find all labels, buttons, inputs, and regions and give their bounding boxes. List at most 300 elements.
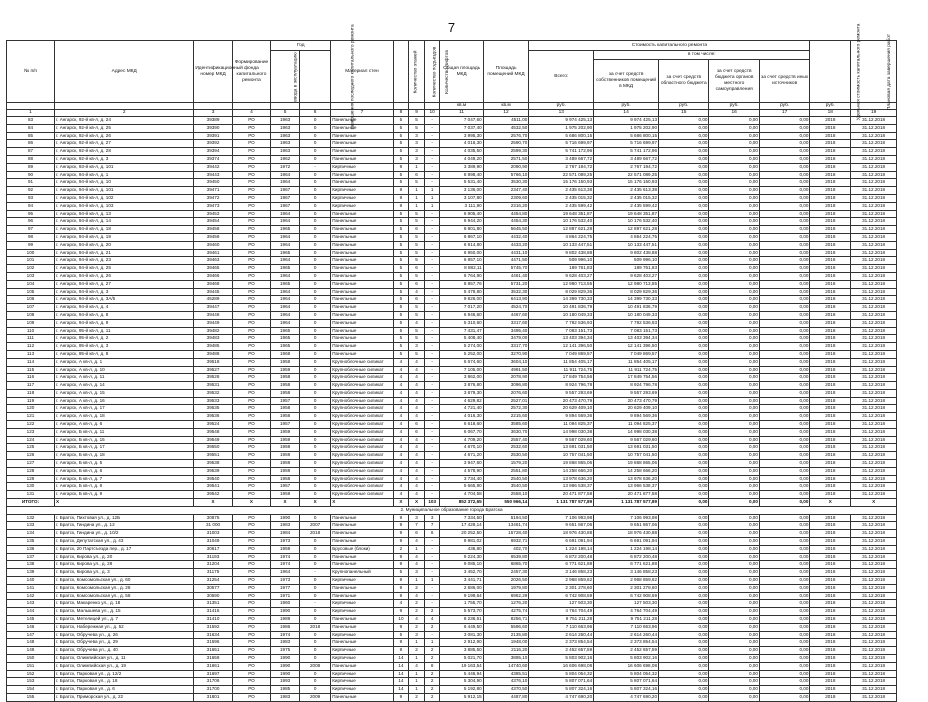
table-cell: 0 <box>299 233 330 241</box>
table-cell: 2 435 613,38 <box>594 187 659 195</box>
table-cell: Крупноблочные силикат <box>331 358 393 366</box>
table-cell: 4 <box>409 319 425 327</box>
table-cell: 0,00 <box>709 117 759 125</box>
table-cell: 1959 <box>271 436 300 444</box>
table-cell: 31.12.2018 <box>851 514 897 522</box>
table-cell: 0,00 <box>759 592 810 600</box>
table-cell: 1958 <box>271 382 300 390</box>
table-cell: 5 <box>409 311 425 319</box>
table-cell: Панельные <box>331 639 393 647</box>
table-cell: 1 <box>409 577 425 585</box>
table-cell: 0,00 <box>759 654 810 662</box>
table-cell: 1963 <box>271 148 300 156</box>
table-cell: - <box>424 374 440 382</box>
table-row <box>7 436 897 444</box>
table-cell: 0 <box>299 194 330 202</box>
table-cell: РО <box>232 436 270 444</box>
table-cell: 4 670,10 <box>440 444 483 452</box>
table-cell: 0,00 <box>659 210 709 218</box>
table-cell: 13 978 636,20 <box>529 475 594 483</box>
table-cell: 31.12.2018 <box>851 678 897 686</box>
table-cell: 5 <box>393 265 409 273</box>
table-cell: 2018 <box>810 124 851 132</box>
table-cell: - <box>424 413 440 421</box>
table-cell: 14 <box>393 678 409 686</box>
table-cell: 2 614 260,44 <box>529 631 594 639</box>
table-cell: 5 <box>393 304 409 312</box>
table-cell: 0,00 <box>709 335 759 343</box>
table-cell: 0,00 <box>759 577 810 585</box>
table-cell: 39518 <box>194 358 232 366</box>
table-cell: 39443 <box>194 171 232 179</box>
table-cell: 3 <box>409 155 425 163</box>
header-cost-group: Стоимость капитального ремонта <box>529 41 810 51</box>
table-cell: - <box>424 358 440 366</box>
table-cell: 1967 <box>271 202 300 210</box>
table-row <box>7 257 897 265</box>
table-cell: 2557,40 <box>483 436 529 444</box>
table-cell: 3530,30 <box>483 179 529 187</box>
table-cell: РО <box>232 132 270 140</box>
table-cell: 5745,70 <box>483 265 529 273</box>
table-cell: 0 <box>299 265 330 273</box>
table-cell: г. Ангарск, А кв-л, д. 17 <box>55 405 194 413</box>
table-cell: 1 975 202,90 <box>594 124 659 132</box>
table-cell: 2018 <box>299 623 330 631</box>
table-cell: 5 <box>393 140 409 148</box>
table-cell: - <box>424 327 440 335</box>
table-cell: - <box>424 148 440 156</box>
table-cell: 1 131 787 577,89 <box>529 499 594 507</box>
table-cell: 6539,80 <box>483 553 529 561</box>
table-cell: 0 <box>299 561 330 569</box>
table-cell: - <box>424 350 440 358</box>
table-cell: 4275,74 <box>483 608 529 616</box>
table-cell: 0,00 <box>709 171 759 179</box>
table-cell: 39482 <box>194 327 232 335</box>
table-cell: Кирпичные <box>331 686 393 694</box>
table-cell: г. Ангарск, 94-й кв-л, д. 3А/5 <box>55 296 194 304</box>
table-cell: 39527 <box>194 366 232 374</box>
table-cell: 2018 <box>810 179 851 187</box>
table-cell: 0,00 <box>709 577 759 585</box>
table-cell: 0,00 <box>659 163 709 171</box>
table-cell: 3479,00 <box>483 335 529 343</box>
table-cell: Крупноблочные силикат <box>331 460 393 468</box>
table-cell: 0 <box>299 608 330 616</box>
table-cell: 8 882,11 <box>440 265 483 273</box>
table-cell: 8 236,51 <box>440 616 483 624</box>
table-cell: - <box>424 421 440 429</box>
table-row <box>7 577 897 585</box>
table-cell: 122 <box>7 421 55 429</box>
table-cell: 6 691 091,94 <box>594 538 659 546</box>
table-row <box>7 413 897 421</box>
table-cell: 106 <box>7 296 55 304</box>
table-cell: 31.12.2018 <box>851 491 897 499</box>
table-cell: 0,00 <box>659 124 709 132</box>
table-cell: 0,00 <box>659 241 709 249</box>
table-cell: 116 <box>7 374 55 382</box>
table-cell: 100 <box>7 249 55 257</box>
table-cell: РО <box>232 257 270 265</box>
table-row <box>7 397 897 405</box>
table-cell: 0,00 <box>659 187 709 195</box>
table-cell: 0,00 <box>759 522 810 530</box>
table-cell: 0,00 <box>709 397 759 405</box>
table-cell: 2347,40 <box>483 187 529 195</box>
table-cell: 14 <box>393 662 409 670</box>
table-cell: 0,00 <box>659 421 709 429</box>
table-cell: 0,00 <box>759 241 810 249</box>
table-cell: РО <box>232 210 270 218</box>
table-cell: 2018 <box>810 631 851 639</box>
table-cell: 0,00 <box>759 397 810 405</box>
table-cell: - <box>424 584 440 592</box>
table-cell: 2018 <box>810 117 851 125</box>
table-cell: 0,00 <box>709 452 759 460</box>
table-cell: РО <box>232 600 270 608</box>
table-cell: РО <box>232 686 270 694</box>
table-cell: 5 <box>393 280 409 288</box>
table-cell: 6 944,20 <box>440 218 483 226</box>
table-cell: 3532,30 <box>483 288 529 296</box>
table-cell: 83 <box>7 117 55 125</box>
table-cell: 10 176 532,40 <box>594 218 659 226</box>
table-row <box>7 616 897 624</box>
table-cell: 2018 <box>810 358 851 366</box>
table-cell: РО <box>232 545 270 553</box>
table-cell: г. Братск, Набережная ул., д. 52 <box>55 623 194 631</box>
table-cell: Крупноблочные силикат <box>331 413 393 421</box>
table-cell: - <box>424 226 440 234</box>
table-cell: 4370,50 <box>483 686 529 694</box>
table-cell: 0,00 <box>709 179 759 187</box>
table-cell: 0,00 <box>659 257 709 265</box>
table-cell: РО <box>232 358 270 366</box>
table-cell: 4 <box>393 444 409 452</box>
table-cell: 39524 <box>194 421 232 429</box>
table-cell: 0,00 <box>659 553 709 561</box>
table-cell: 1967 <box>271 194 300 202</box>
table-cell: 0,00 <box>759 140 810 148</box>
table-cell: 5 <box>409 124 425 132</box>
table-cell: 7 334,50 <box>440 514 483 522</box>
table-cell: 4454,80 <box>483 210 529 218</box>
table-cell: 0,00 <box>659 233 709 241</box>
table-cell: 31.12.2018 <box>851 265 897 273</box>
table-cell: 0 <box>299 452 330 460</box>
table-cell: РО <box>232 117 270 125</box>
table-cell: 31.12.2018 <box>851 467 897 475</box>
table-cell: 2309,60 <box>483 194 529 202</box>
table-cell: 5 <box>393 327 409 335</box>
table-cell: 7 106 993,98 <box>594 514 659 522</box>
table-row <box>7 311 897 319</box>
column-number: 11 <box>440 110 483 117</box>
table-cell: 31.12.2018 <box>851 163 897 171</box>
table-cell: 0,00 <box>759 194 810 202</box>
table-cell: - <box>424 436 440 444</box>
table-cell: 0,00 <box>709 249 759 257</box>
table-cell: 0 <box>299 647 330 655</box>
table-cell: 31.12.2018 <box>851 436 897 444</box>
table-cell: 9 <box>393 187 409 195</box>
table-cell: 0 <box>299 311 330 319</box>
table-cell: 2018 <box>810 304 851 312</box>
table-cell: 0 <box>299 577 330 585</box>
table-cell: 3 <box>409 514 425 522</box>
table-cell: - <box>424 569 440 577</box>
table-cell: - <box>424 249 440 257</box>
table-cell: РО <box>232 467 270 475</box>
table-cell: РО <box>232 569 270 577</box>
table-cell: 0,00 <box>759 218 810 226</box>
table-cell: 9 <box>393 647 409 655</box>
table-cell: 2018 <box>810 522 851 530</box>
table-cell: 5 807 324,16 <box>529 686 594 694</box>
table-cell: 2018 <box>810 148 851 156</box>
table-cell: 9 894 569,36 <box>594 413 659 421</box>
unit-rub-municipal: руб. <box>709 103 759 110</box>
table-cell: Крупноблочные силикат <box>331 428 393 436</box>
table-cell: 5 <box>409 218 425 226</box>
table-cell: Кирпичные <box>331 608 393 616</box>
table-cell: 4 <box>393 600 409 608</box>
table-cell: 2018 <box>810 140 851 148</box>
table-cell: 5 <box>409 117 425 125</box>
table-cell: 0,00 <box>659 623 709 631</box>
table-cell: 93 <box>7 194 55 202</box>
table-cell: 9 <box>393 522 409 530</box>
table-cell: 0,00 <box>709 257 759 265</box>
table-row <box>7 569 897 577</box>
table-cell: РО <box>232 124 270 132</box>
table-cell: 0,00 <box>759 662 810 670</box>
table-cell: г. Ангарск, 94-й кв-л, д. 23 <box>55 257 194 265</box>
table-row <box>7 421 897 429</box>
table-cell: 4 <box>409 460 425 468</box>
table-cell: 9 651 867,06 <box>594 522 659 530</box>
table-cell: Крупноблочные силикат <box>331 483 393 491</box>
table-cell: - <box>424 467 440 475</box>
table-cell: 39389 <box>194 117 232 125</box>
table-cell: - <box>424 319 440 327</box>
table-cell: 31.12.2018 <box>851 693 897 701</box>
table-cell: 2018 <box>810 452 851 460</box>
table-cell: 852 372,65 <box>440 499 483 507</box>
table-cell: 5 <box>393 296 409 304</box>
table-cell: 0 <box>299 413 330 421</box>
table-cell: 0 <box>299 389 330 397</box>
table-row <box>7 218 897 226</box>
table-cell: 1 <box>409 187 425 195</box>
table-cell: 0 <box>299 202 330 210</box>
table-row <box>7 592 897 600</box>
table-cell: 31.12.2018 <box>851 117 897 125</box>
table-cell: 14 <box>393 670 409 678</box>
table-cell: 127 <box>7 460 55 468</box>
table-cell: 4385,51 <box>483 670 529 678</box>
table-cell: 0,00 <box>759 335 810 343</box>
table-cell: 3 389,90 <box>440 163 483 171</box>
table-cell: 0,00 <box>759 148 810 156</box>
table-cell: 0,00 <box>709 389 759 397</box>
column-number: 12 <box>483 110 529 117</box>
table-cell: 2018 <box>810 241 851 249</box>
table-cell: 3270,90 <box>483 350 529 358</box>
table-cell: г. Ангарск, А кв-л, д. 1 <box>55 358 194 366</box>
table-cell: 7 083 151,73 <box>594 327 659 335</box>
table-cell: 1 <box>424 194 440 202</box>
table-cell: 3 489 667,72 <box>529 155 594 163</box>
table-cell: 31651 <box>194 647 232 655</box>
table-cell: 5 <box>393 179 409 187</box>
table-cell: Крупноблочные силикат <box>331 389 393 397</box>
table-cell: 20 471 877,58 <box>594 491 659 499</box>
table-row <box>7 561 897 569</box>
table-cell: 31.12.2018 <box>851 545 897 553</box>
table-cell: РО <box>232 608 270 616</box>
table-cell: Крупноблочные силикат <box>331 366 393 374</box>
table-cell: 6 742 908,59 <box>594 592 659 600</box>
table-row <box>7 693 897 701</box>
table-cell: 0,00 <box>759 304 810 312</box>
table-cell: - <box>424 132 440 140</box>
table-cell: 0,00 <box>709 460 759 468</box>
page-number: 7 <box>447 20 456 35</box>
table-cell: 5 <box>393 171 409 179</box>
table-cell: 0,00 <box>659 522 709 530</box>
table-cell: 5 <box>393 569 409 577</box>
table-cell: 0,00 <box>659 678 709 686</box>
table-cell: - <box>424 343 440 351</box>
table-cell: Панельные <box>331 592 393 600</box>
table-cell: 2018 <box>810 374 851 382</box>
table-cell: 0,00 <box>659 366 709 374</box>
table-cell: Панельные <box>331 171 393 179</box>
table-cell: 39460 <box>194 241 232 249</box>
table-cell: 1964 <box>271 272 300 280</box>
table-cell: 132 <box>7 514 55 522</box>
table-row <box>7 148 897 156</box>
table-cell: - <box>299 163 330 171</box>
table-cell: 5 807 071,64 <box>529 678 594 686</box>
table-cell: ИТОГО: <box>7 499 55 507</box>
table-cell: 154 <box>7 686 55 694</box>
table-cell: 1957 <box>271 483 300 491</box>
table-cell: 4 <box>409 436 425 444</box>
table-cell: РО <box>232 366 270 374</box>
table-cell: 2018 <box>810 577 851 585</box>
table-cell: 2 968 859,62 <box>594 577 659 585</box>
table-cell: 39542 <box>194 491 232 499</box>
table-cell: РО <box>232 265 270 273</box>
table-cell: Панельные <box>331 343 393 351</box>
table-cell: 1963 <box>271 124 300 132</box>
column-number: 1 <box>7 110 55 117</box>
table-cell: 1963 <box>271 117 300 125</box>
table-cell: Крупноблочные силикат <box>331 374 393 382</box>
table-cell: 39449 <box>194 319 232 327</box>
table-cell: РО <box>232 514 270 522</box>
table-cell: 0,00 <box>659 631 709 639</box>
table-cell: 4 <box>393 405 409 413</box>
table-cell: 2 435 613,38 <box>529 187 594 195</box>
unit-m2-total: кв.м <box>440 103 483 110</box>
table-cell: 2018 <box>810 483 851 491</box>
table-cell: 126 <box>7 452 55 460</box>
table-cell: - <box>424 397 440 405</box>
table-cell: Брусовые (блоки) <box>331 545 393 553</box>
table-cell: 2572,30 <box>483 405 529 413</box>
table-cell: 0,00 <box>759 311 810 319</box>
table-cell: РО <box>232 288 270 296</box>
table-cell: 0,00 <box>709 647 759 655</box>
column-number: 17 <box>759 110 810 117</box>
table-cell: 109 <box>7 319 55 327</box>
table-cell: Панельные <box>331 350 393 358</box>
table-cell: 0,00 <box>659 483 709 491</box>
table-cell: 2 968 859,62 <box>529 577 594 585</box>
table-row <box>7 296 897 304</box>
table-cell: 0,00 <box>659 538 709 546</box>
table-cell: 0,00 <box>759 545 810 553</box>
table-cell: 31415 <box>194 608 232 616</box>
table-cell: РО <box>232 296 270 304</box>
table-cell: 0,00 <box>659 436 709 444</box>
table-cell: 103 <box>7 272 55 280</box>
table-cell: 3 081,30 <box>440 631 483 639</box>
table-row <box>7 514 897 522</box>
table-cell: г. Ангарск, А кв-л, д. 6 <box>55 421 194 429</box>
table-cell: 0,00 <box>659 616 709 624</box>
table-cell: 10 133 447,51 <box>529 241 594 249</box>
table-cell: 0,00 <box>759 117 810 125</box>
table-cell: г. Братск, Комсомольская ул., д. 58 <box>55 592 194 600</box>
table-cell: 0,00 <box>709 226 759 234</box>
table-cell: г. Ангарск, Б кв-л, д. 6 <box>55 467 194 475</box>
table-cell: 39390 <box>194 124 232 132</box>
table-cell: 138 <box>7 561 55 569</box>
table-cell: 0,00 <box>709 163 759 171</box>
table-cell: 2018 <box>810 678 851 686</box>
table-cell: 1 <box>409 678 425 686</box>
table-cell: 2018 <box>810 389 851 397</box>
table-cell: 0,00 <box>659 304 709 312</box>
table-cell: 1 131 787 577,89 <box>594 499 659 507</box>
table-cell: 1965 <box>271 343 300 351</box>
table-cell: РО <box>232 483 270 491</box>
table-cell: 115 <box>7 366 55 374</box>
table-cell: 147 <box>7 631 55 639</box>
table-cell: 0 <box>299 514 330 522</box>
table-cell: 31.12.2018 <box>851 561 897 569</box>
table-cell: 1959 <box>271 545 300 553</box>
table-cell: РО <box>232 561 270 569</box>
table-cell: 5 <box>393 249 409 257</box>
table-cell: 4 <box>409 389 425 397</box>
table-cell: 12 897 621,28 <box>594 226 659 234</box>
table-cell: 5 803 902,16 <box>529 654 594 662</box>
table-cell: 0,00 <box>659 577 709 585</box>
table-cell: Панельные <box>331 210 393 218</box>
table-cell: 39536 <box>194 413 232 421</box>
table-cell: РО <box>232 397 270 405</box>
table-row <box>7 522 897 530</box>
table-cell: 4511,00 <box>483 117 529 125</box>
table-cell: X <box>299 499 330 507</box>
